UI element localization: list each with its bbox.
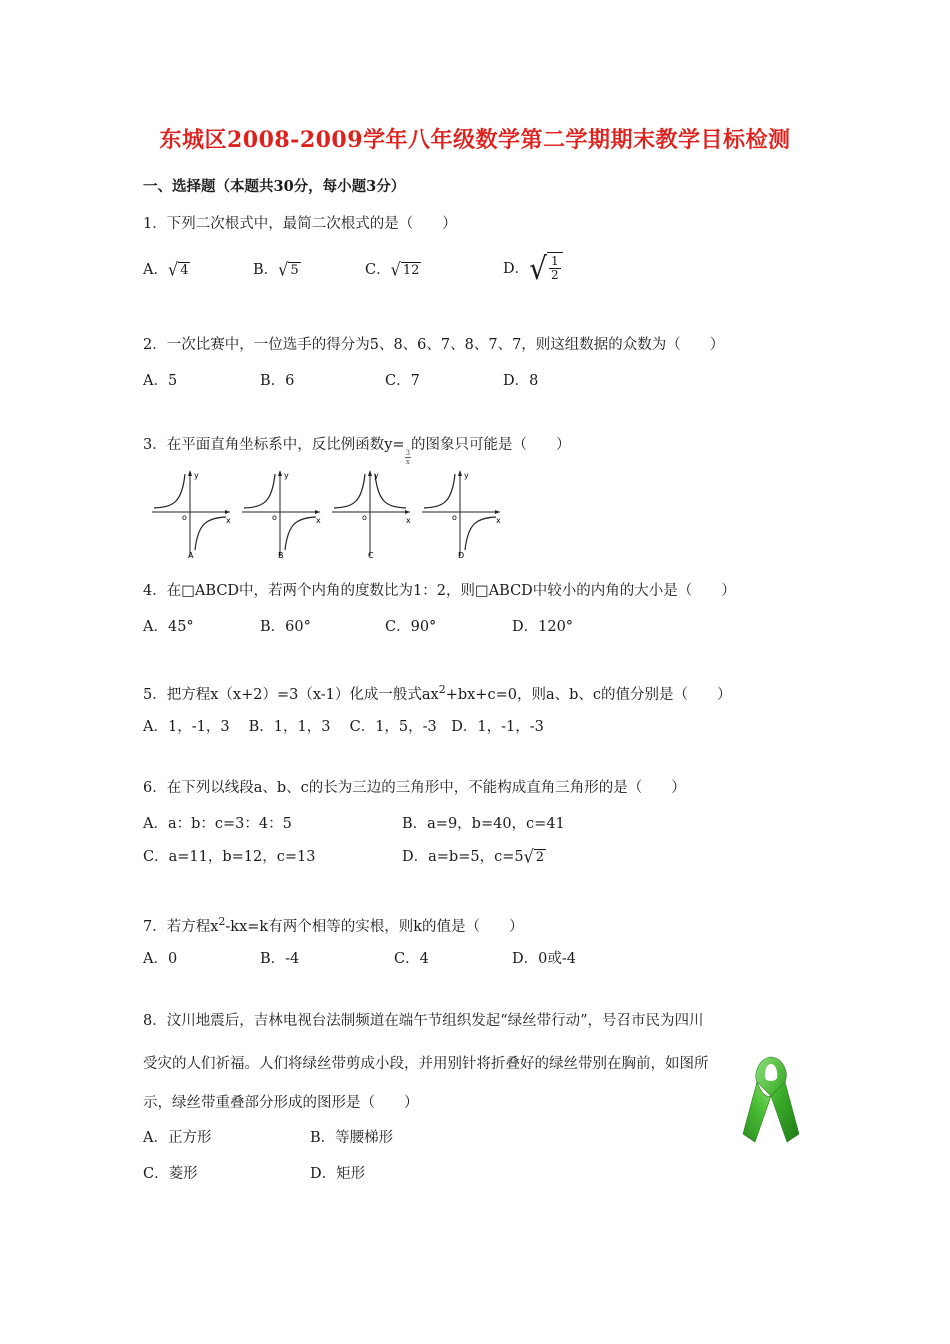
question-2-stem: 2．一次比赛中，一位选手的得分为5、8、6、7、8、7、7，则这组数据的众数为（ ） <box>143 337 725 353</box>
question-7-option-d: D．0或-4 <box>512 951 576 967</box>
question-1-stem: 1．下列二次根式中，最简二次根式的是（ ） <box>143 216 457 232</box>
question-7-option-b: B．-4 <box>260 951 300 967</box>
svg-text:o: o <box>362 513 367 522</box>
question-4-option-d: D．120° <box>512 619 574 635</box>
graph-c <box>332 470 411 560</box>
question-6-option-d: D．a=b=5，c=5 √ 2 <box>402 846 545 867</box>
svg-text:D: D <box>458 551 465 560</box>
section-heading: 一、选择题（本题共30分，每小题3分） <box>143 178 406 195</box>
question-8-line-3: 示，绿丝带重叠部分形成的图形是（ ） <box>143 1095 419 1111</box>
svg-text:x: x <box>406 516 411 525</box>
page-title: 东城区2008-2009学年八年级数学第二学期期末教学目标检测 <box>159 127 791 153</box>
question-2-option-c: C．7 <box>385 373 420 389</box>
question-2-option-d: D．8 <box>503 373 539 389</box>
svg-text:o: o <box>182 513 187 522</box>
question-8-line-1: 8．汶川地震后，吉林电视台法制频道在端午节组织发起“绿丝带行动”，号召市民为四川 <box>143 1013 704 1029</box>
question-1-option-d: D． √ $\frac{1}{2}$ <box>503 252 563 286</box>
question-4-option-a: A．45° <box>143 619 194 635</box>
green-ribbon-icon <box>735 1052 807 1146</box>
question-4-stem: 4．在□ABCD中，若两个内角的度数比为1：2，则□ABCD中较小的内角的大小是（ ） <box>143 583 736 599</box>
question-8-option-a: A．正方形 <box>143 1130 212 1146</box>
svg-text:A: A <box>188 551 194 560</box>
svg-text:y: y <box>284 471 289 480</box>
svg-text:o: o <box>452 513 457 522</box>
svg-text:y: y <box>374 471 379 480</box>
svg-text:y: y <box>194 471 199 480</box>
question-8-line-2: 受灾的人们祈福。人们将绿丝带剪成小段，并用别针将折叠好的绿丝带别在胸前，如图所 <box>143 1056 709 1072</box>
svg-text:B: B <box>278 551 284 560</box>
question-7-stem: 7．若方程$x^2-kx=k$有两个相等的实根，则k的值是（ ） <box>143 915 524 935</box>
question-5-options: A．1，-1，3 B．1，1，3 C．1，5，-3 D．1，-1，-3 <box>143 719 544 735</box>
question-1-option-c: C． √ 12 <box>365 259 420 280</box>
question-6-stem: 6．在下列以线段a、b、c的长为三边的三角形中，不能构成直角三角形的是（ ） <box>143 780 686 796</box>
svg-text:o: o <box>272 513 277 522</box>
svg-text:y: y <box>464 471 469 480</box>
graph-b <box>242 470 321 560</box>
question-8-option-c: C．菱形 <box>143 1166 198 1182</box>
svg-text:x: x <box>316 516 321 525</box>
question-4-option-b: B．60° <box>260 619 311 635</box>
question-4-option-c: C．90° <box>385 619 437 635</box>
svg-text:x: x <box>496 516 501 525</box>
graph-d <box>422 470 501 560</box>
question-5-stem: 5．把方程x（x+2）=3（x-1）化成一般式$ax^2+bx+c=0$，则a、b、c的值分别是（ ） <box>143 683 732 703</box>
question-1-option-a: A． √ 4 <box>143 259 189 280</box>
question-1-option-b: B． √ 5 <box>253 259 299 280</box>
question-3-stem: 3．在平面直角坐标系中，反比例函数y= $\frac{3}{x}$ 的图象只可能是（ ） <box>143 437 571 466</box>
question-7-option-c: C．4 <box>394 951 429 967</box>
question-7-option-a: A．0 <box>143 951 178 967</box>
question-2-option-a: A．5 <box>143 373 178 389</box>
question-3-graphs <box>148 466 508 560</box>
graph-a <box>152 470 231 560</box>
question-8-option-b: B．等腰梯形 <box>310 1130 394 1146</box>
question-6-option-c: C．a=11，b=12，c=13 <box>143 849 316 865</box>
question-6-option-a: A．a：b：c=3：4：5 <box>143 816 292 832</box>
question-6-option-b: B．a=9，b=40，c=41 <box>402 816 565 832</box>
question-8-option-d: D．矩形 <box>310 1166 366 1182</box>
question-2-option-b: B．6 <box>260 373 295 389</box>
svg-text:C: C <box>368 551 374 560</box>
svg-text:x: x <box>226 516 231 525</box>
